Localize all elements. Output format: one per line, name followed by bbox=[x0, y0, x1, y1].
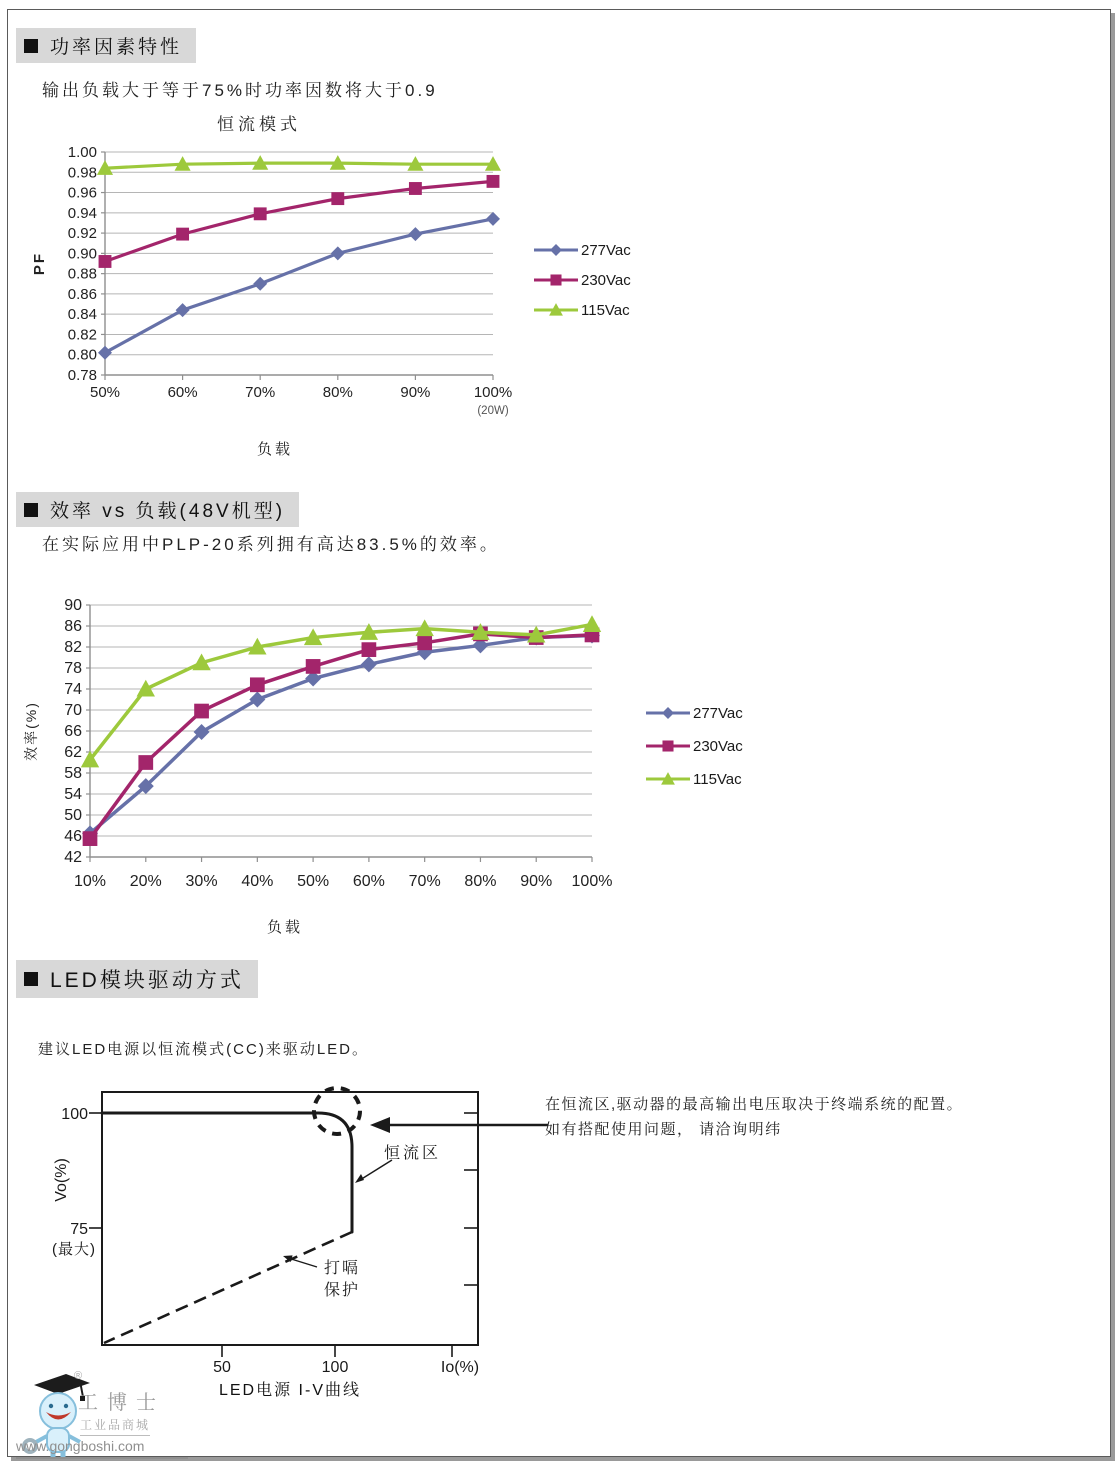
svg-text:40%: 40% bbox=[241, 873, 274, 890]
iv-curve-caption: LED电源 I-V曲线 bbox=[218, 1382, 362, 1399]
svg-text:66: 66 bbox=[64, 723, 82, 740]
legend-label: 277Vac bbox=[581, 241, 631, 259]
svg-text:100: 100 bbox=[61, 1106, 88, 1123]
svg-text:0.86: 0.86 bbox=[67, 285, 97, 303]
watermark-url: www.gongboshi.com bbox=[16, 1438, 188, 1459]
svg-text:50%: 50% bbox=[89, 384, 121, 401]
svg-text:100%: 100% bbox=[571, 873, 613, 890]
svg-text:82: 82 bbox=[64, 639, 82, 656]
svg-text:50%: 50% bbox=[297, 873, 330, 890]
section-heading-led-drive bbox=[16, 960, 258, 998]
svg-text:70%: 70% bbox=[245, 384, 276, 401]
svg-text:(20W): (20W) bbox=[477, 405, 509, 417]
cc-note-line1: 在恒流区,驱动器的最高输出电压取决于终端系统的配置。 bbox=[545, 1096, 964, 1113]
legend-label: 115Vac bbox=[693, 770, 742, 788]
svg-text:78: 78 bbox=[64, 660, 82, 677]
svg-text:0.92: 0.92 bbox=[67, 225, 97, 243]
svg-text:50: 50 bbox=[64, 807, 82, 824]
svg-text:0.98: 0.98 bbox=[67, 164, 97, 182]
section-bullet-icon bbox=[24, 503, 38, 517]
svg-text:90: 90 bbox=[64, 597, 82, 614]
svg-text:Vo(%): Vo(%) bbox=[53, 1158, 70, 1202]
svg-text:0.82: 0.82 bbox=[67, 326, 97, 344]
svg-text:75: 75 bbox=[70, 1221, 88, 1238]
svg-text:86: 86 bbox=[64, 618, 82, 635]
led-subtitle: 建议LED电源以恒流模式(CC)来驱动LED。 bbox=[38, 1041, 370, 1058]
section-bullet-icon bbox=[24, 39, 38, 53]
legend-item-230Vac bbox=[645, 738, 743, 754]
svg-text:60%: 60% bbox=[167, 384, 198, 401]
svg-text:恒流区: 恒流区 bbox=[384, 1145, 442, 1162]
section-heading-text: LED模块驱动方式 bbox=[50, 969, 244, 992]
section-heading-efficiency bbox=[16, 492, 299, 527]
section-heading-text: 效率 vs 负载(48V机型) bbox=[50, 501, 286, 522]
svg-text:80%: 80% bbox=[464, 873, 497, 890]
svg-text:保护: 保护 bbox=[323, 1282, 361, 1299]
legend-label: 230Vac bbox=[693, 737, 743, 755]
watermark-subbrand: 工业品商城 bbox=[80, 1416, 150, 1436]
svg-text:1.00: 1.00 bbox=[67, 144, 97, 161]
watermark bbox=[14, 1370, 194, 1462]
svg-text:90%: 90% bbox=[400, 384, 431, 401]
svg-text:0.78: 0.78 bbox=[67, 367, 97, 384]
svg-text:50: 50 bbox=[213, 1359, 231, 1376]
legend-item-277Vac bbox=[533, 242, 631, 258]
svg-text:70%: 70% bbox=[408, 873, 441, 890]
svg-text:0.94: 0.94 bbox=[67, 204, 97, 222]
svg-text:(最大): (最大) bbox=[52, 1241, 96, 1258]
watermark-brand: 工博士 bbox=[78, 1392, 165, 1414]
svg-text:Io(%): Io(%) bbox=[440, 1359, 480, 1376]
section-heading-text: 功率因素特性 bbox=[50, 37, 183, 58]
registered-mark: ® bbox=[74, 1370, 83, 1382]
svg-text:70: 70 bbox=[64, 702, 82, 719]
legend-item-115Vac bbox=[645, 771, 743, 787]
efficiency-subtitle: 在实际应用中PLP-20系列拥有高达83.5%的效率。 bbox=[42, 535, 500, 554]
legend-item-115Vac bbox=[533, 302, 631, 318]
section-heading-power-factor bbox=[16, 28, 196, 63]
svg-text:80%: 80% bbox=[322, 384, 353, 401]
iv-curve-diagram bbox=[40, 1080, 580, 1390]
svg-text:0.90: 0.90 bbox=[67, 245, 97, 263]
svg-text:54: 54 bbox=[64, 786, 82, 803]
legend-item-230Vac bbox=[533, 272, 631, 288]
svg-text:10%: 10% bbox=[73, 873, 107, 890]
svg-text:打嗝: 打嗝 bbox=[323, 1260, 361, 1277]
legend-label: 277Vac bbox=[693, 704, 743, 722]
svg-text:0.80: 0.80 bbox=[67, 346, 97, 364]
section-bullet-icon bbox=[24, 972, 38, 986]
svg-text:0.96: 0.96 bbox=[67, 184, 97, 202]
pf-chart-title: 恒流模式 bbox=[217, 115, 301, 134]
svg-text:100: 100 bbox=[321, 1359, 349, 1376]
svg-text:60%: 60% bbox=[352, 873, 385, 890]
legend-item-277Vac bbox=[645, 705, 743, 721]
pf-subtitle: 输出负载大于等于75%时功率因数将大于0.9 bbox=[42, 81, 438, 100]
cc-note-line2: 如有搭配使用问题， 请洽询明纬 bbox=[545, 1121, 782, 1138]
svg-text:42: 42 bbox=[64, 849, 82, 866]
svg-text:100%: 100% bbox=[473, 384, 513, 401]
efficiency-chart-legend bbox=[645, 705, 743, 804]
pf-xaxis-title: 负载 bbox=[256, 441, 293, 458]
efficiency-xaxis-title: 负载 bbox=[266, 919, 303, 936]
svg-text:0.84: 0.84 bbox=[67, 306, 97, 324]
svg-text:效率(%): 效率(%) bbox=[23, 701, 39, 761]
svg-text:30%: 30% bbox=[185, 873, 218, 890]
efficiency-chart bbox=[20, 588, 660, 908]
legend-label: 230Vac bbox=[581, 271, 631, 289]
pf-chart-legend bbox=[533, 242, 631, 332]
svg-text:20%: 20% bbox=[129, 873, 162, 890]
svg-text:0.88: 0.88 bbox=[67, 265, 97, 283]
svg-text:PF: PF bbox=[31, 251, 48, 276]
cc-region-note bbox=[545, 1092, 963, 1142]
svg-text:90%: 90% bbox=[520, 873, 553, 890]
svg-text:58: 58 bbox=[64, 765, 82, 782]
svg-text:46: 46 bbox=[64, 828, 82, 845]
legend-label: 115Vac bbox=[581, 301, 630, 319]
svg-text:62: 62 bbox=[64, 744, 82, 761]
svg-text:74: 74 bbox=[64, 681, 82, 698]
